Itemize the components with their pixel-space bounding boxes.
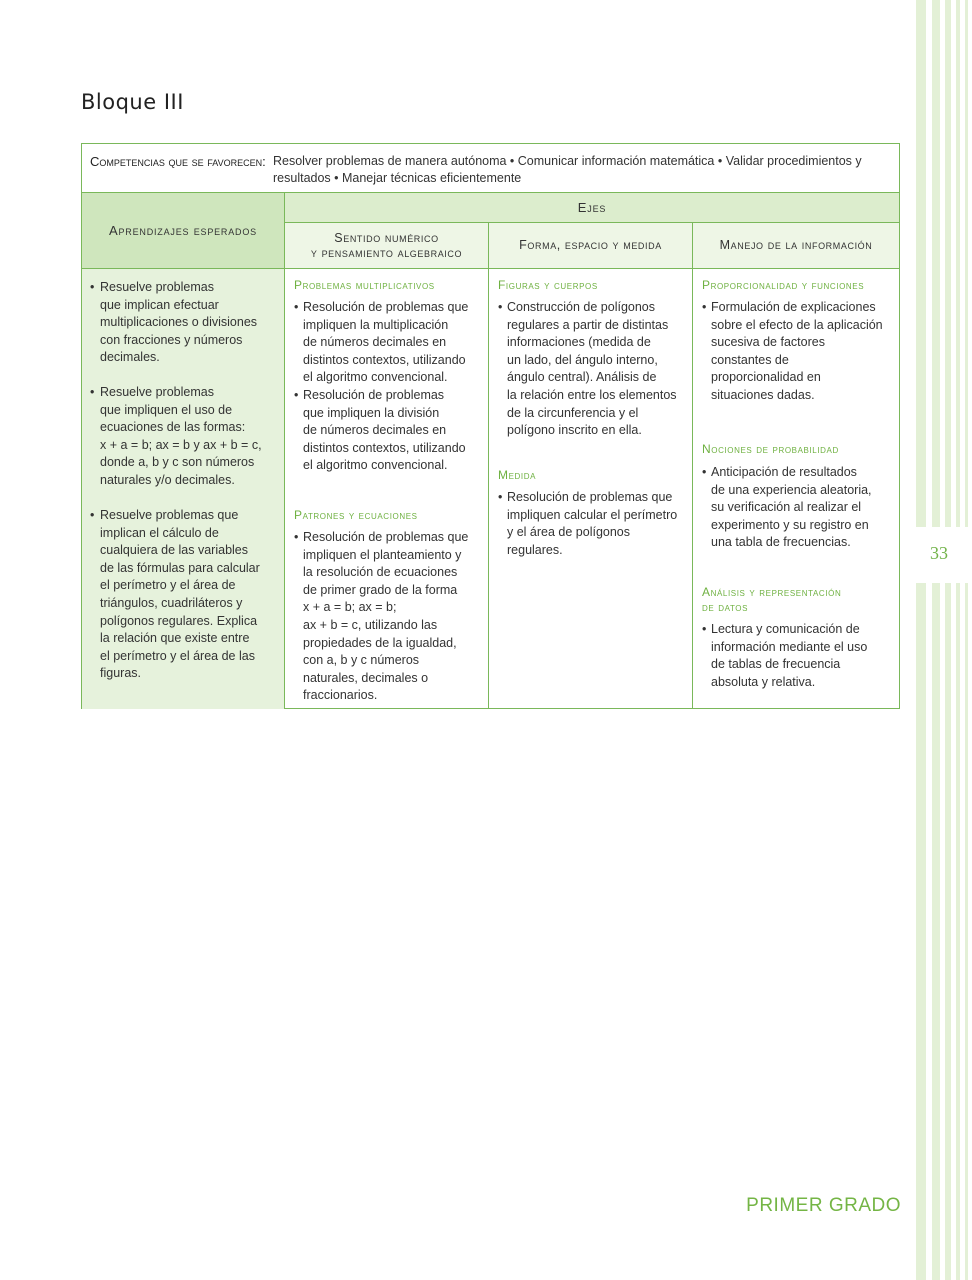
section-title: Patrones y ecuaciones xyxy=(294,508,418,522)
list-item: • Construcción de polígonos regulares a partir de distintas informaciones (medida de un lado, del ángulo interno, ángulo central). Análisis de la relación entre los elementos de la circunferencia y el polígono inscrito en ella. xyxy=(498,300,677,438)
section-title: Medida xyxy=(498,468,537,482)
section-title: Nociones de probabilidad xyxy=(702,442,839,456)
column-manejo-informacion xyxy=(693,269,898,709)
list-item: • Resolución de problemas que impliquen la división de números decimales en distintos contextos, utilizando el algoritmo convencional. xyxy=(294,388,466,473)
competencias-text: Resolver problemas de manera autónoma • Comunicar información matemática • Validar procedimientos y resultados • Manejar técnicas eficientemente xyxy=(273,154,862,185)
page-number: 33 xyxy=(930,543,948,563)
competencias-row xyxy=(82,144,899,193)
section-title: Figuras y cuerpos xyxy=(498,278,598,292)
list-item: • Lectura y comunicación de información mediante el uso de tablas de frecuencia absoluta y relativa. xyxy=(702,622,868,689)
list-item: • Resuelve problemas que implican efectuar multiplicaciones o divisiones con fracciones y números decimales. xyxy=(90,280,258,365)
ejes-header: Ejes xyxy=(285,193,899,223)
curriculum-table xyxy=(81,143,900,709)
section-title: Problemas multiplicativos xyxy=(294,278,435,292)
list-item: • Resuelve problemas que impliquen el uso de ecuaciones de las formas: x + a = b; ax = b y ax + b = c, donde a, b y c son números naturales y/o decimales. xyxy=(90,385,262,487)
aprendizajes-column xyxy=(82,269,285,709)
axis-header-manejo-informacion: Manejo de la información xyxy=(693,223,899,269)
axis-header-sentido-numerico: Sentido numérico y pensamiento algebraico xyxy=(285,223,489,269)
decorative-stripes xyxy=(914,0,972,1280)
column-sentido-numerico xyxy=(285,269,488,709)
aprendizajes-header: Aprendizajes esperados xyxy=(82,193,285,269)
competencias-label: Competencias que se favorecen: xyxy=(90,154,266,169)
list-item: • Resolución de problemas que impliquen la multiplicación de números decimales en distintos contextos, utilizando el algoritmo convencional. xyxy=(294,300,469,385)
list-item: • Formulación de explicaciones sobre el efecto de la aplicación sucesiva de factores constantes de proporcionalidad en situaciones dadas. xyxy=(702,300,883,402)
list-item: • Anticipación de resultados de una experiencia aleatoria, su verificación al realizar el experimento y su registro en una tabla de frecuencias. xyxy=(702,465,872,550)
section-title: Proporcionalidad y funciones xyxy=(702,278,865,292)
page-title: Bloque III xyxy=(81,90,184,114)
list-item: • Resuelve problemas que implican el cálculo de cualquiera de las variables de las fórmulas para calcular el perímetro y el área de triángulos, cuadriláteros y polígonos regulares. Explica la relación que existe entre el perímetro y el área de las figuras. xyxy=(90,508,260,681)
column-forma-espacio xyxy=(489,269,692,709)
axis-header-forma-espacio: Forma, espacio y medida xyxy=(489,223,693,269)
list-item: • Resolución de problemas que impliquen el planteamiento y la resolución de ecuaciones de primer grado de la forma x + a = b; ax = b; ax + b = c, utilizando las propiedades de la igualdad, con a, b y c números naturales, decimales o fraccionarios. xyxy=(294,530,469,703)
list-item: • Resolución de problemas que impliquen calcular el perímetro y el área de polígonos regulares. xyxy=(498,490,678,557)
footer-grade: PRIMER GRADO xyxy=(746,1195,901,1216)
section-title: Análisis y representación de datos xyxy=(702,585,842,614)
